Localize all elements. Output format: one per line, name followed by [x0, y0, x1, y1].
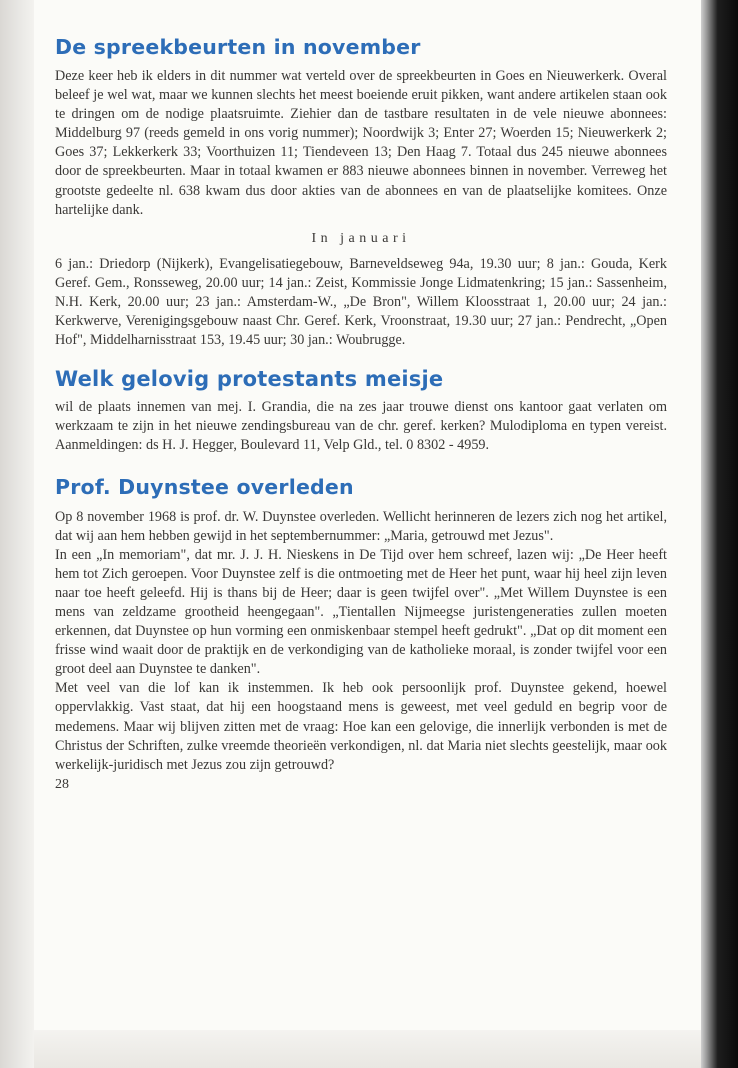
scan-bottom-margin: [34, 1030, 701, 1068]
duynstee-paragraph-2: In een „In memoriam", dat mr. J. J. H. Nieskens in De Tijd over hem schreef, lazen wij: „De Heer heeft hem tot Zich geroepen. Voor Duynstee zelf is die ontmoeting met de Heer het punt, waar hij heel zijn leven naar toe heeft geleefd. Hij is thans bij de Heer; daar is geen twijfel over". „Met Willem Duynstee is een mens van zeldzame grootheid heengegaan". „Tientallen Nijmeegse juristengeneraties zullen moeten erkennen, dat Duynstee op hun vorming een onmiskenbaar stempel heeft gedrukt". „Dat op dit moment een frisse wind waait door de praktijk en de verkondiging van de katholieke moraal, is zonder twijfel voor een groot deel aan Duynstee te danken".: [55, 546, 667, 678]
heading-spreekbeurten: De spreekbeurten in november: [55, 35, 421, 59]
januari-schedule: 6 jan.: Driedorp (Nijkerk), Evangelisatiegebouw, Barneveldseweg 94a, 19.30 uur; 8 jan.: Gouda, Kerk Geref. Gem., Ronsseweg, 20.00 uur; 14 jan.: Zeist, Kommissie Jonge Lidmatenkring; 15 jan.: Sassenheim, N.H. Kerk, 20.00 uur; 23 jan.: Amsterdam-W., „De Bron", Willem Kloosstraat 1, 20.00 uur; 24 jan.: Kerkwerve, Verenigingsgebouw naast Chr. Geref. Kerk, Vroonstraat, 19.30 uur; 27 jan.: Pendrecht, „Open Hof", Middelharnisstraat 153, 19.45 uur; 30 jan.: Woubrugge.: [55, 255, 667, 349]
document-page: [34, 0, 701, 1030]
duynstee-paragraph-1: Op 8 november 1968 is prof. dr. W. Duynstee overleden. Wellicht herinneren de lezers zich nog het artikel, dat wij aan hem hebben gewijd in het septembernummer: „Maria, getrouwd met Jezus".: [55, 508, 667, 544]
heading-duynstee: Prof. Duynstee overleden: [55, 474, 354, 499]
section-duynstee: [55, 472, 667, 775]
duynstee-paragraph-3: Met veel van die lof kan ik instemmen. Ik heb ook persoonlijk prof. Duynstee gekend, hoewel oppervlakkig. Vast staat, dat hij een hoogstaand mens is geweest, met veel geduld en begrip voor de medemens. Maar wij blijven zitten met de vraag: Hoe kan een gelovige, die innerlijk verbonden is met de Christus der Schriften, zulke vreemde theorieën verkondigen, nl. dat Maria niet slechts geestelijk, maar ook werkelijk-juridisch met Jezus zou zijn getrouwd?: [55, 680, 667, 773]
page-number: 28: [55, 776, 69, 792]
section-spreekbeurten: [55, 33, 667, 350]
scan-left-margin: [0, 0, 34, 1068]
meisje-body: wil de plaats innemen van mej. I. Grandia, die na zes jaar trouwe dienst ons kantoor gaat verlaten om werkzaam te zijn in het nieuwe zendingsbureau van de chr. geref. kerken? Mulodiploma en typen vereist. Aanmeldingen: ds H. J. Hegger, Boulevard 11, Velp Gld., tel. 0 8302 - 4959.: [55, 399, 667, 454]
page-content: [55, 33, 667, 793]
section-meisje: [55, 364, 667, 455]
scan-right-edge: [701, 0, 738, 1068]
subheading-januari: In januari: [311, 230, 411, 246]
spreekbeurten-body: Deze keer heb ik elders in dit nummer wat verteld over de spreekbeurten in Goes en Nieuwerkerk. Overal beleef je wel wat, maar we kunnen slechts het meest boeiende eruit pikken, want andere artikelen staan ook te dringen om de nodige plaatsruimte. Ziehier dan de tastbare resultaten in de vele nieuwe abonnees: Middelburg 97 (reeds gemeld in ons vorig nummer); Noordwijk 3; Enter 27; Woerden 15; Nieuwerkerk 2; Goes 37; Lekkerkerk 33; Voorthuizen 11; Tiendeveen 13; Den Haag 7. Totaal dus 245 nieuwe abonnees door de spreekbeurten. Maar in totaal kwamen er 883 nieuwe abonnees binnen in november. Verreweg het grootste gedeelte nl. 638 kwam dus door akties van de abonnees en van de plaatselijke komitees. Onze hartelijke dank.: [55, 68, 667, 218]
heading-meisje: Welk gelovig protestants meisje: [55, 367, 444, 392]
